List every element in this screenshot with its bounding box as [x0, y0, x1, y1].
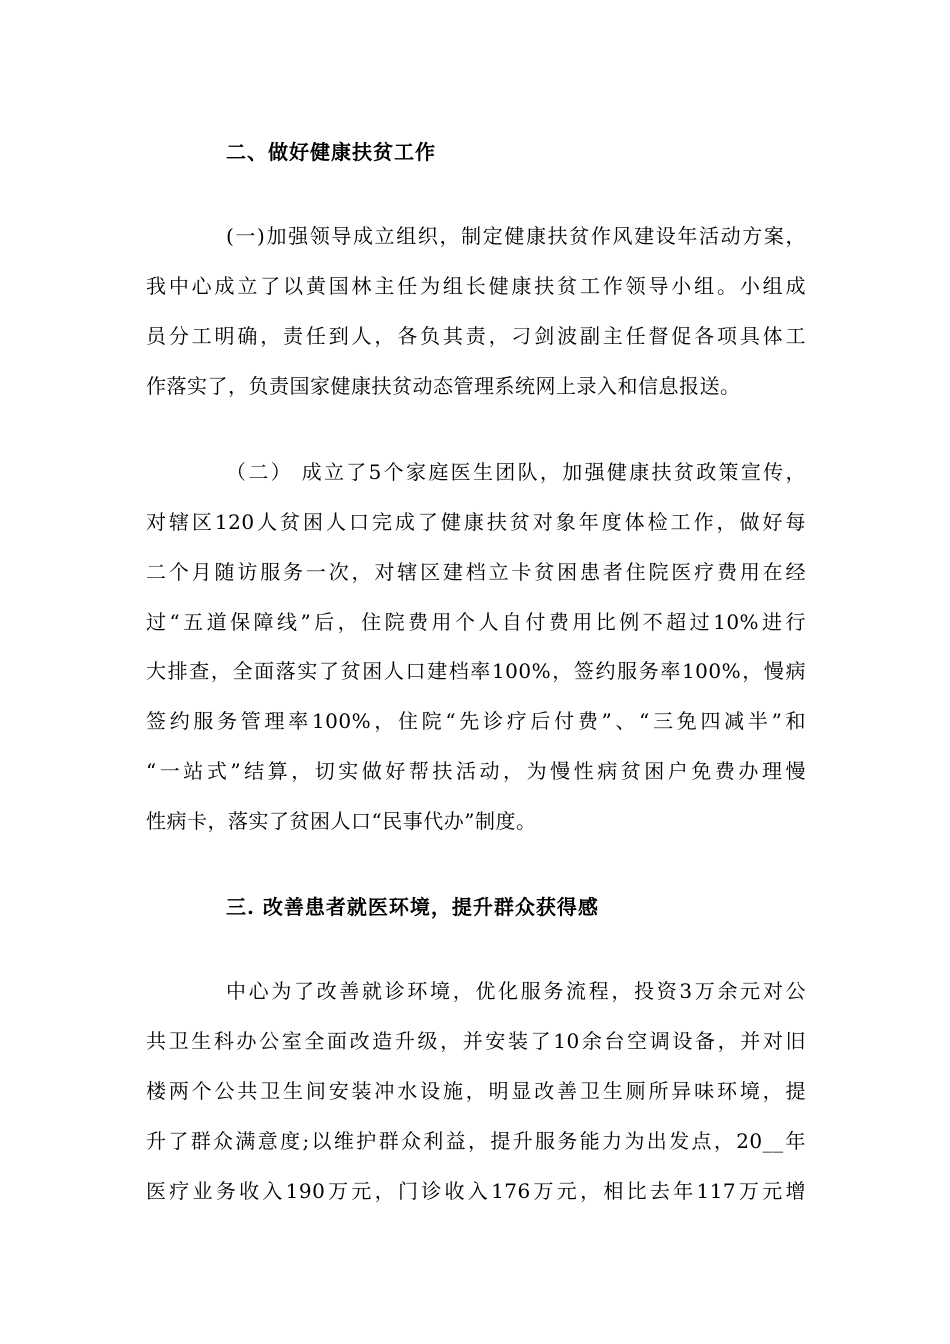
paragraph-line: 作落实了，负责国家健康扶贫动态管理系统网上录入和信息报送。 [146, 374, 741, 398]
paragraph-line: 对辖区120人贫困人口完成了健康扶贫对象年度体检工作，做好每 [146, 510, 806, 534]
paragraph-line: (一)加强领导成立组织，制定健康扶贫作风建设年活动方案， [226, 224, 806, 248]
section-heading-2: 二、做好健康扶贫工作 [226, 140, 436, 164]
paragraph-line: （二） 成立了5个家庭医生团队，加强健康扶贫政策宣传， [226, 460, 806, 484]
paragraph-line: 员分工明确，责任到人，各负其责，刁剑波副主任督促各项具体工 [146, 324, 806, 348]
paragraph-line: “一站式”结算，切实做好帮扶活动，为慢性病贫困户免费办理慢 [146, 759, 806, 783]
paragraph-line: 楼两个公共卫生间安装冲水设施，明显改善卫生厕所异味环境，提 [146, 1079, 806, 1103]
paragraph-line: 过“五道保障线”后，住院费用个人自付费用比例不超过10%进行 [146, 610, 806, 634]
paragraph-line: 中心为了改善就诊环境，优化服务流程，投资3万余元对公 [226, 979, 806, 1003]
paragraph-line: 性病卡，落实了贫困人口“民事代办”制度。 [146, 809, 537, 833]
paragraph-line: 我中心成立了以黄国林主任为组长健康扶贫工作领导小组。小组成 [146, 274, 806, 298]
paragraph-line: 二个月随访服务一次，对辖区建档立卡贫困患者住院医疗费用在经 [146, 560, 806, 584]
paragraph-line: 医疗业务收入190万元，门诊收入176万元，相比去年117万元增 [146, 1179, 806, 1203]
paragraph-line: 签约服务管理率100%，住院“先诊疗后付费”、“三免四减半”和 [146, 709, 806, 733]
paragraph-line: 共卫生科办公室全面改造升级，并安装了10余台空调设备，并对旧 [146, 1029, 806, 1053]
paragraph-line: 大排查，全面落实了贫困人口建档率100%，签约服务率100%，慢病 [146, 659, 806, 683]
section-heading-3: 三. 改善患者就医环境，提升群众获得感 [226, 895, 599, 919]
paragraph-line: 升了群众满意度;以维护群众利益，提升服务能力为出发点，20__年 [146, 1129, 806, 1153]
